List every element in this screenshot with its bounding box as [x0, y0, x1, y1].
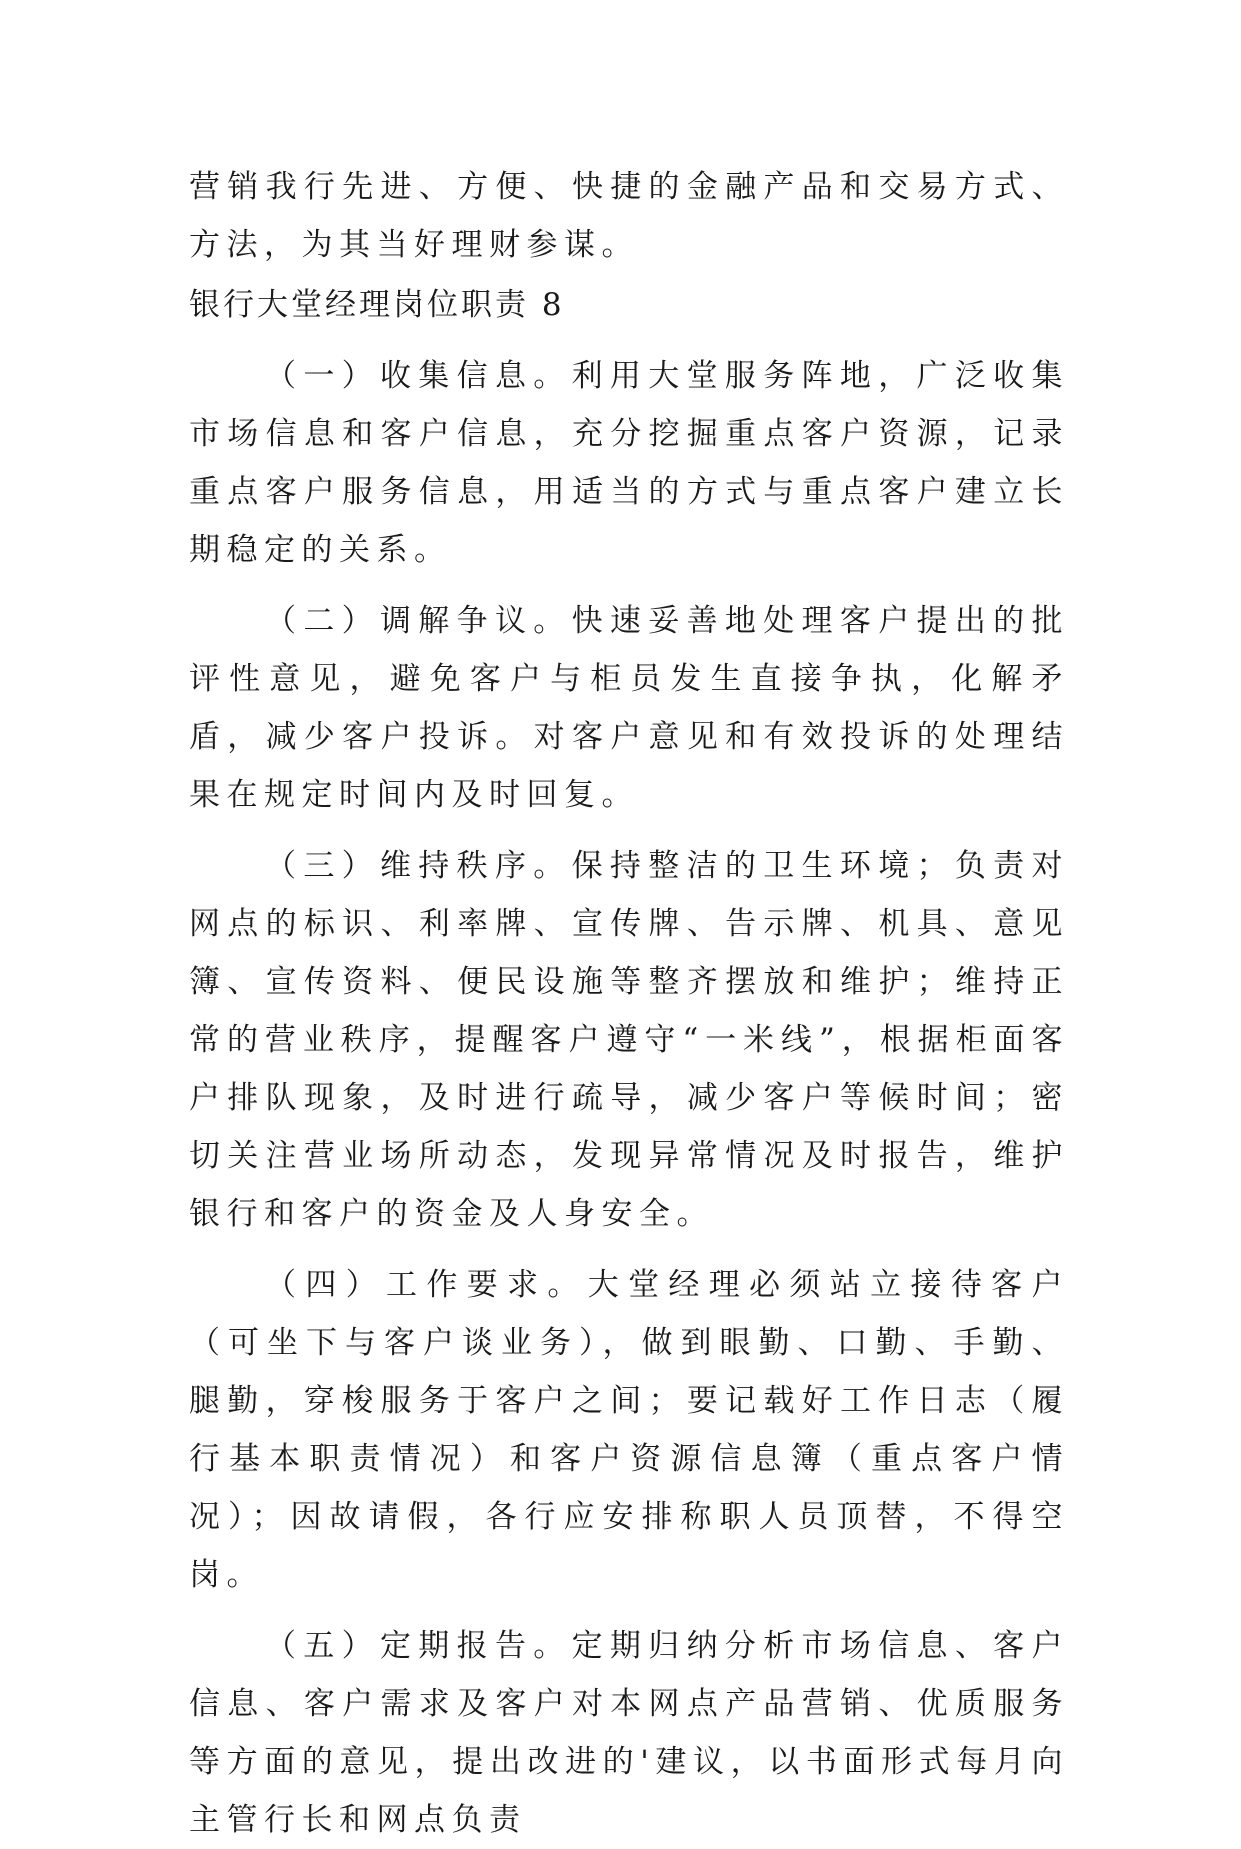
paragraph-collect-info: （一）收集信息。利用大堂服务阵地，广泛收集市场信息和客户信息，充分挖掘重点客户资源，记录重点客户服务信息，用适当的方式与重点客户建立长期稳定的关系。: [189, 358, 1069, 568]
paragraph-continuation: 营销我行先进、方便、快捷的金融产品和交易方式、方法，为其当好理财参谋。: [189, 169, 1069, 263]
paragraph-work-requirements: （四）工作要求。大堂经理必须站立接待客户（可坐下与客户谈业务），做到眼勤、口勤、手勤、腿勤，穿梭服务于客户之间；要记载好工作日志（履行基本职责情况）和客户资源信息簿（重点客户情况）；因故请假，各行应安排称职人员顶替，不得空岗。: [189, 1267, 1069, 1593]
paragraph-periodic-report: （五）定期报告。定期归纳分析市场信息、客户信息、客户需求及客户对本网点产品营销、优质服务等方面的意见，提出改进的'建议，以书面形式每月向主管行长和网点负责: [189, 1628, 1069, 1838]
section-heading: 银行大堂经理岗位职责 8: [189, 287, 565, 323]
paragraph-mediate-disputes: （二）调解争议。快速妥善地处理客户提出的批评性意见，避免客户与柜员发生直接争执，化解矛盾，减少客户投诉。对客户意见和有效投诉的处理结果在规定时间内及时回复。: [189, 603, 1069, 813]
document-body: [189, 158, 1069, 1849]
paragraph-maintain-order: （三）维持秩序。保持整洁的卫生环境；负责对网点的标识、利率牌、宣传牌、告示牌、机具、意见簿、宣传资料、便民设施等整齐摆放和维护；维持正常的营业秩序，提醒客户遵守“一米线”，根据柜面客户排队现象，及时进行疏导，减少客户等候时间；密切关注营业场所动态，发现异常情况及时报告，维护银行和客户的资金及人身安全。: [189, 848, 1069, 1232]
